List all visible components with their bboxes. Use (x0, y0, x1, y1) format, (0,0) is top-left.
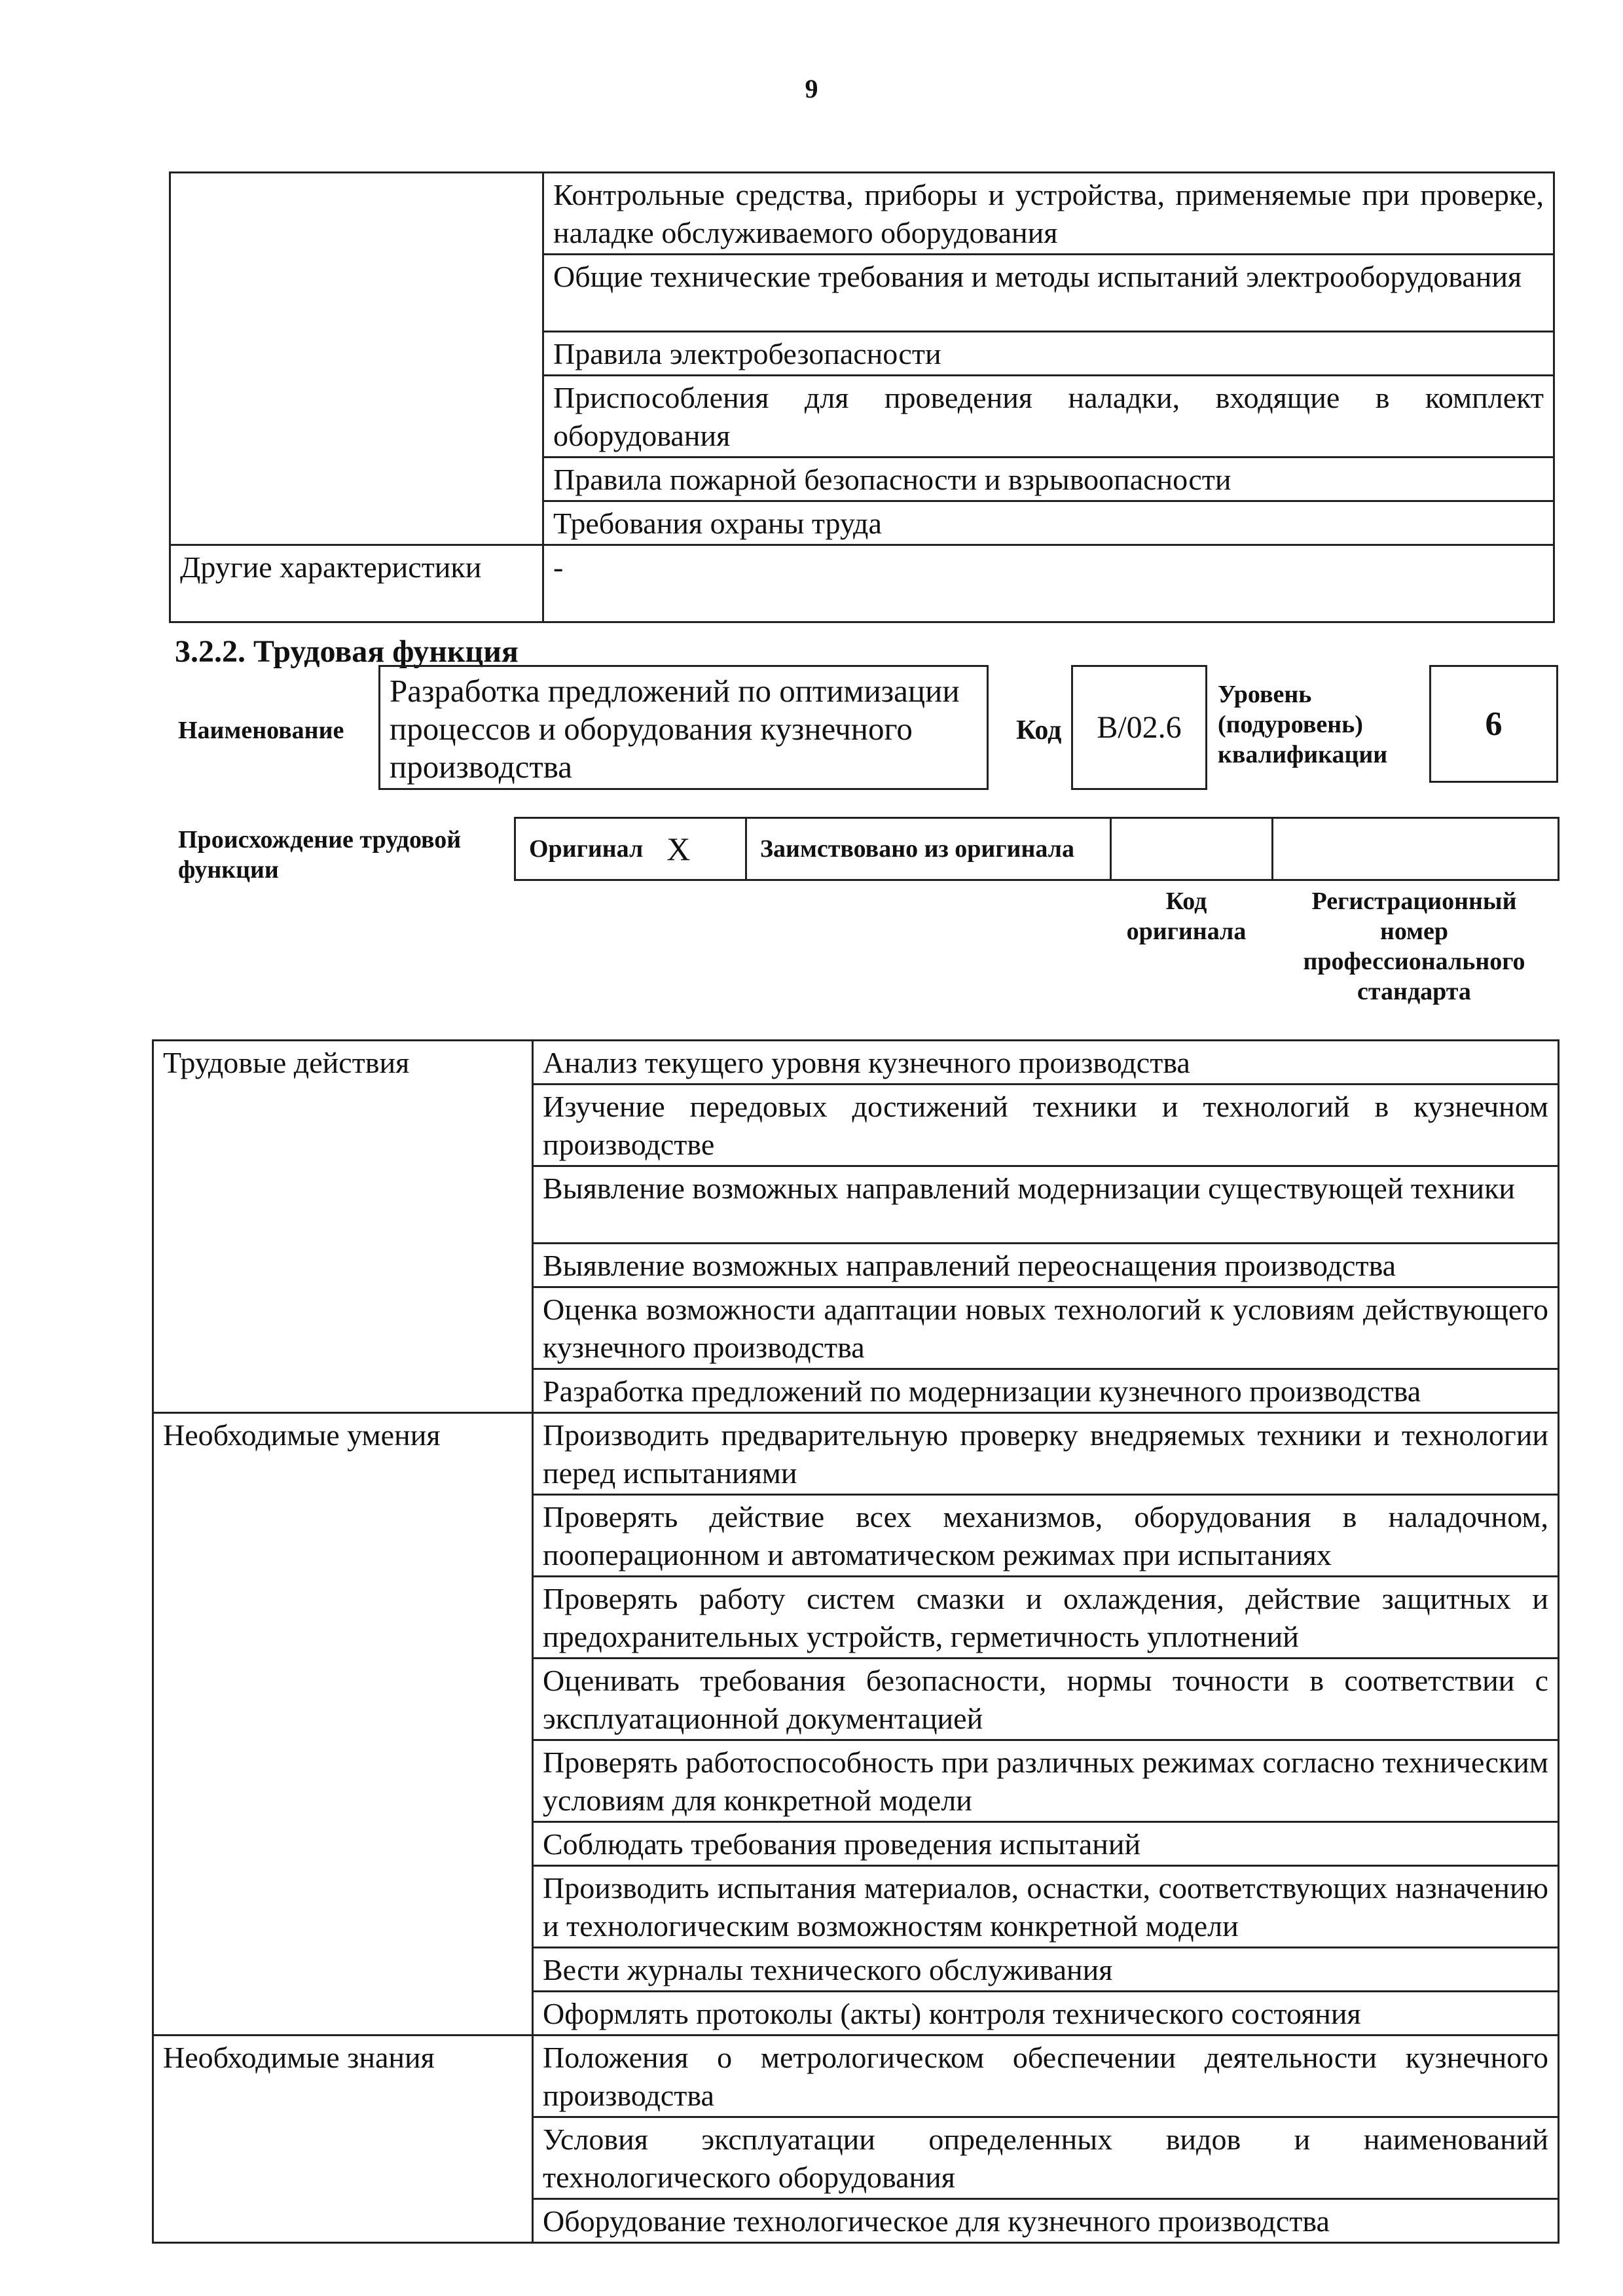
list-item: Вести журналы технического обслуживания (533, 1948, 1559, 1992)
list-item: Разработка предложений по модернизации кузнечного производства (533, 1369, 1559, 1413)
code-label: Код (1016, 715, 1062, 745)
list-item: Проверять работу систем смазки и охлаждения, действие защитных и предохранительных устройств, герметичность уплотнений (533, 1577, 1559, 1659)
original-label: Оригинал (529, 835, 644, 863)
list-item: Производить предварительную проверку внедряемых техники и технологии перед испытаниями (533, 1413, 1559, 1495)
main-table (152, 1039, 1559, 2244)
required-knowledge-label: Необходимые знания (153, 2036, 533, 2117)
page-number: 9 (805, 74, 818, 103)
knowledge-continued-label (170, 173, 543, 255)
origin-table (514, 817, 1559, 881)
original-code-cell (1112, 819, 1273, 879)
list-item: Проверять работоспособность при различных режимах согласно техническим условиям для конкретной модели (533, 1740, 1559, 1822)
list-item: Условия эксплуатации определенных видов и наименований технологического оборудования (533, 2117, 1559, 2199)
name-label: Наименование (178, 717, 344, 744)
list-item: Оценивать требования безопасности, нормы точности в соответствии с эксплуатационной документацией (533, 1659, 1559, 1740)
code-caption: Код оригинала (1126, 888, 1247, 945)
list-item: Проверять действие всех механизмов, оборудования в наладочном, пооперационном и автоматическом режимах при испытаниях (533, 1495, 1559, 1577)
list-item: Положения о метрологическом обеспечении деятельности кузнечного производства (533, 2036, 1559, 2117)
labor-actions-label: Трудовые действия (153, 1041, 533, 1085)
list-item: Оформлять протоколы (акты) контроля технического состояния (533, 1992, 1559, 2036)
list-item: Изучение передовых достижений техники и технологий в кузнечном производстве (533, 1085, 1559, 1166)
list-item: Оценка возможности адаптации новых технологий к условиям действующего кузнечного производства (533, 1287, 1559, 1369)
borrowed-cell (747, 819, 1112, 879)
level-value: 6 (1485, 705, 1503, 743)
reg-number-cell (1273, 819, 1558, 879)
original-mark: X (666, 831, 691, 867)
level-label: Уровень (подуровень) квалификации (1218, 681, 1388, 768)
list-item: Выявление возможных направлений модернизации существующей техники (533, 1166, 1559, 1244)
borrowed-label: Заимствовано из оригинала (760, 835, 1074, 863)
list-item: Анализ текущего уровня кузнечного производства (533, 1041, 1559, 1085)
origin-label: Происхождение трудовой функции (178, 826, 462, 884)
top-table (169, 171, 1555, 623)
original-cell (516, 819, 747, 879)
list-item: Приспособления для проведения наладки, входящие в комплект оборудования (543, 376, 1554, 457)
list-item: Требования охраны труда (543, 501, 1554, 545)
required-skills-label: Необходимые умения (153, 1413, 533, 1495)
reg-caption: Регистрационный номер профессионального стандарта (1303, 888, 1525, 1005)
list-item: Правила пожарной безопасности и взрывоопасности (543, 457, 1554, 501)
list-item: Производить испытания материалов, оснастки, соответствующих назначению и технологическим возможностям конкретной модели (533, 1866, 1559, 1948)
level-box (1429, 665, 1558, 783)
section-title: 3.2.2. Трудовая функция (175, 634, 519, 669)
list-item: Оборудование технологическое для кузнечного производства (533, 2199, 1559, 2243)
list-item: Контрольные средства, приборы и устройства, применяемые при проверке, наладке обслуживаемого оборудования (543, 173, 1554, 255)
code-box (1071, 665, 1207, 790)
list-item: Правила электробезопасности (543, 332, 1554, 376)
other-characteristics-label: Другие характеристики (170, 545, 543, 622)
function-name: Разработка предложений по оптимизации процессов и оборудования кузнечного производства (390, 673, 960, 785)
other-characteristics-value: - (543, 545, 1554, 622)
list-item: Общие технические требования и методы испытаний электрооборудования (543, 255, 1554, 332)
list-item: Выявление возможных направлений переоснащения производства (533, 1244, 1559, 1287)
code-value: B/02.6 (1097, 710, 1182, 745)
list-item: Соблюдать требования проведения испытаний (533, 1822, 1559, 1866)
function-name-box (378, 665, 989, 790)
